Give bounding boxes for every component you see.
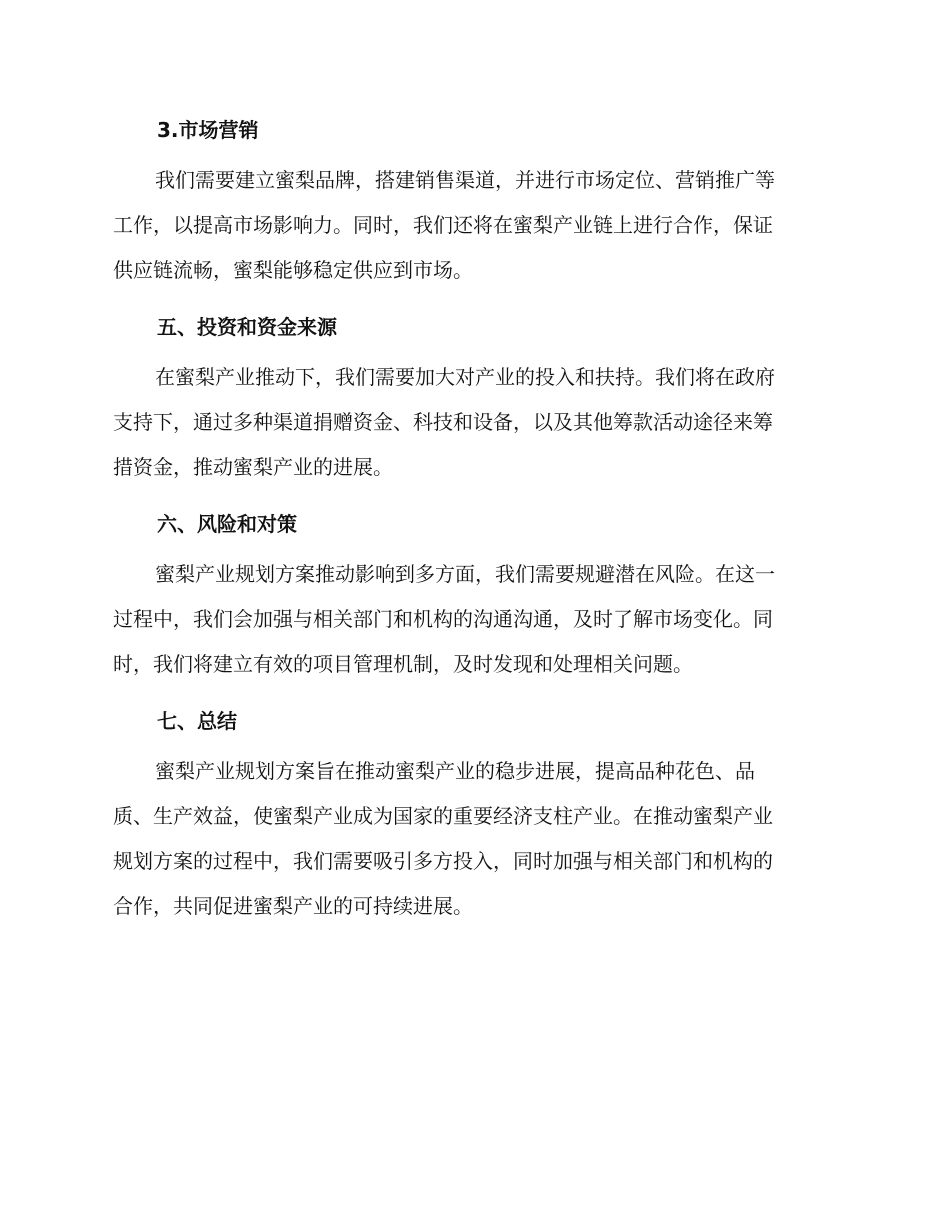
text-line: 质、生产效益，使蜜梨产业成为国家的重要经济支柱产业。在推动蜜梨产业 <box>113 804 773 828</box>
text-line: 在蜜梨产业推动下，我们需要加大对产业的投入和扶持。我们将在政府 <box>155 365 775 389</box>
section-heading-investment: 五、投资和资金来源 <box>157 315 337 339</box>
text-line: 我们需要建立蜜梨品牌，搭建销售渠道，并进行市场定位、营销推广等 <box>155 168 775 192</box>
text-line: 蜜梨产业规划方案推动影响到多方面，我们需要规避潜在风险。在这一 <box>155 562 775 586</box>
text-line: 时，我们将建立有效的项目管理机制，及时发现和处理相关问题。 <box>113 652 693 676</box>
document-page <box>113 110 837 943</box>
text-line: 规划方案的过程中，我们需要吸引多方投入，同时加强与相关部门和机构的 <box>113 849 773 873</box>
paragraph-summary <box>113 749 837 929</box>
text-line: 蜜梨产业规划方案旨在推动蜜梨产业的稳步进展，提高品种花色、品 <box>155 759 755 783</box>
text-line: 合作，共同促进蜜梨产业的可持续进展。 <box>113 894 473 918</box>
section-heading-summary: 七、总结 <box>157 709 237 733</box>
paragraph-investment <box>113 355 837 490</box>
paragraph-risk <box>113 552 837 687</box>
section-heading-risk: 六、风险和对策 <box>157 512 297 536</box>
section-heading-marketing: 3.市场营销 <box>157 118 259 142</box>
text-line: 工作，以提高市场影响力。同时，我们还将在蜜梨产业链上进行合作，保证 <box>113 213 773 237</box>
text-line: 过程中，我们会加强与相关部门和机构的沟通沟通，及时了解市场变化。同 <box>113 607 773 631</box>
paragraph-marketing <box>113 158 837 293</box>
text-line: 支持下，通过多种渠道捐赠资金、科技和设备，以及其他筹款活动途径来筹 <box>113 410 773 434</box>
text-line: 供应链流畅，蜜梨能够稳定供应到市场。 <box>113 258 473 282</box>
text-line: 措资金，推动蜜梨产业的进展。 <box>113 455 393 479</box>
